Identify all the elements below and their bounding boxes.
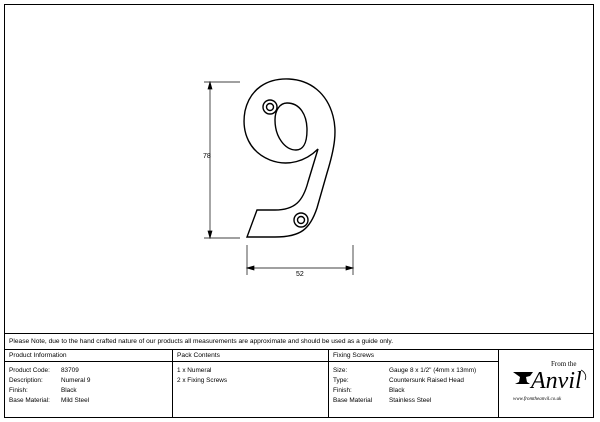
disclaimer-note: Please Note, due to the hand crafted nature of our products all measurements are approximate and should be used as a guide only. [5,333,593,350]
numeral-drawing [5,5,595,333]
type-value: Countersunk Raised Head [389,377,464,384]
description-value: Numeral 9 [61,377,91,384]
logo-url: www.fromtheanvil.co.uk [513,397,562,402]
pack-contents-column [173,350,329,417]
fixing-screws-row [333,376,498,386]
fixing-screws-row [333,366,498,376]
product-code-value: 83709 [61,367,79,374]
fixing-screws-row [333,386,498,396]
screw-finish-label: Finish: [333,387,352,394]
base-material-value: Mild Steel [61,397,90,404]
anvil-icon [513,372,533,384]
product-information-column [5,350,173,417]
anvil-logo-graphic [499,350,593,417]
finish-value: Black [61,387,77,394]
product-info-row [9,376,172,386]
product-information-heading: Product Information [5,350,172,362]
info-table [5,350,593,417]
product-code-label: Product Code: [9,367,50,374]
screw-base-material-value: Stainless Steel [389,397,432,404]
fixing-screws-heading: Fixing Screws [329,350,498,362]
logo-tagline: From the [551,360,577,368]
screw-base-material-label: Base Material [333,397,373,404]
technical-drawing-sheet [4,4,594,418]
base-material-label: Base Material: [9,397,50,404]
from-the-anvil-logo [499,350,593,417]
swash-decoration [581,370,586,380]
width-dimension-label: 52 [296,271,304,278]
drawing-area [5,5,595,333]
product-info-row [9,396,172,406]
pack-contents-item: 2 x Fixing Screws [177,377,228,384]
description-label: Description: [9,377,43,384]
screw-finish-value: Black [389,387,405,394]
numeral-9-outline [244,79,335,237]
fixing-screws-row [333,396,498,406]
height-dimension-label: 78 [203,153,211,160]
size-value: Gauge 8 x 1/2" (4mm x 13mm) [389,367,477,374]
logo-brand: Anvil [531,368,582,394]
product-info-row [9,386,172,396]
fixing-screws-column [329,350,499,417]
pack-contents-item: 1 x Numeral [177,367,212,374]
product-info-row [9,366,172,376]
size-label: Size: [333,367,348,374]
pack-contents-heading: Pack Contents [173,350,328,362]
finish-label: Finish: [9,387,28,394]
type-label: Type: [333,377,349,384]
height-dimension [204,82,240,238]
